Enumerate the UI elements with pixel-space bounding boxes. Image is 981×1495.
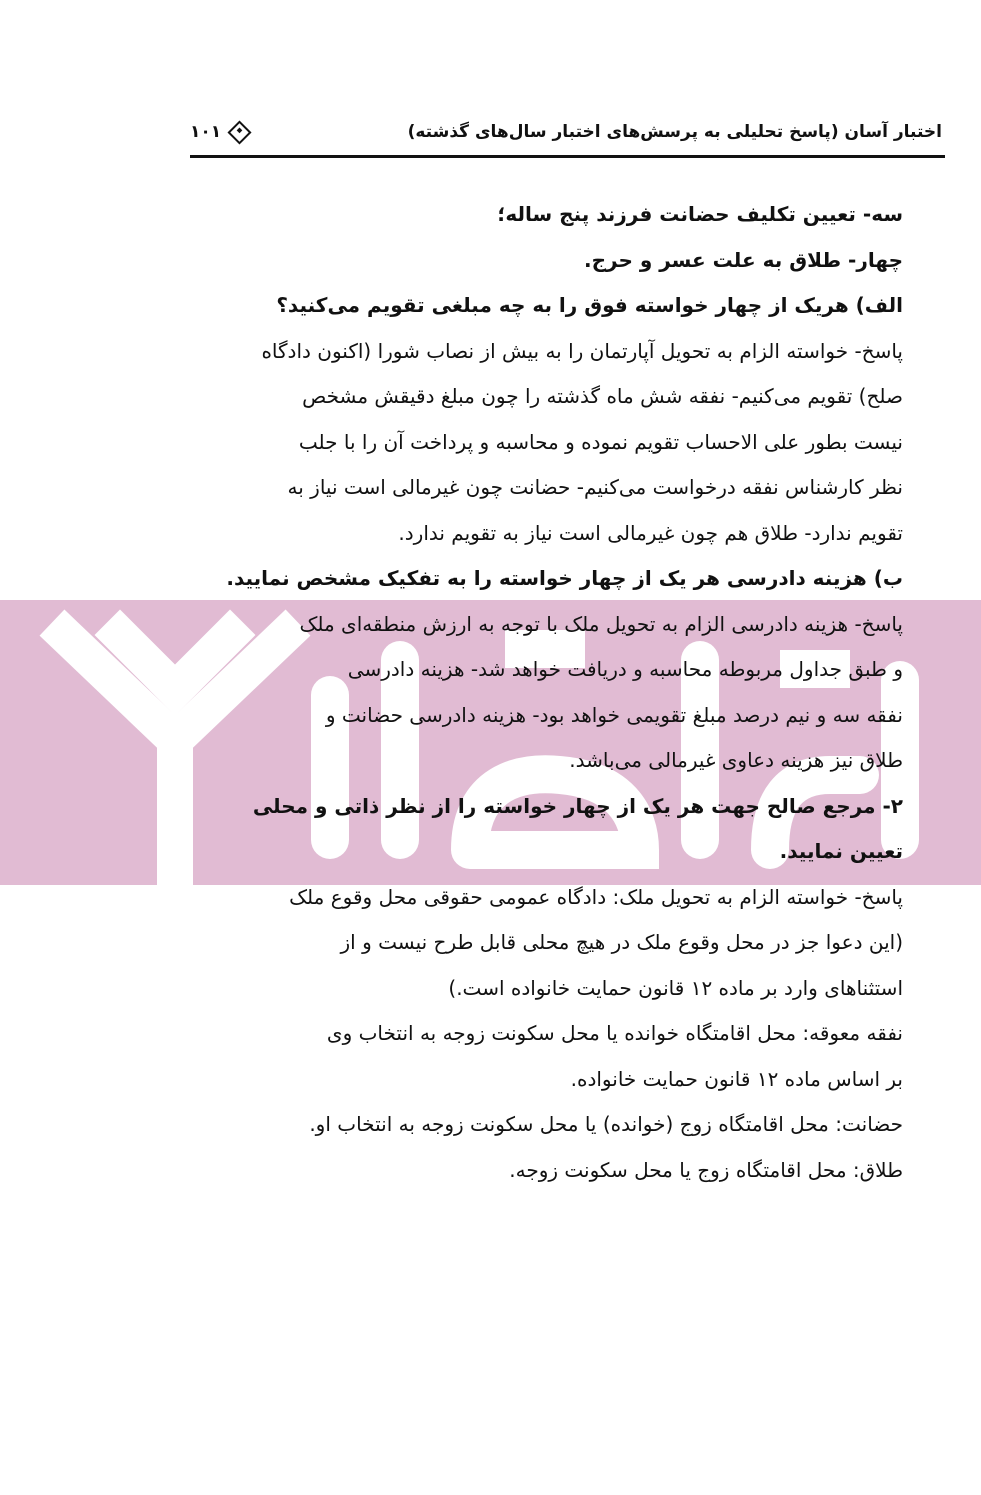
body-line: نیست بطور علی الاحساب تقویم نموده و محاسبه و پرداخت آن را با جلب [298, 429, 903, 454]
question-2-continued: تعیین نمایید. [779, 839, 903, 863]
question-2: ۲- مرجع صالح جهت هر یک از چهار خواسته را از نظر ذاتی و محلی [252, 793, 903, 818]
body-line: بر اساس ماده ۱۲ قانون حمایت خانواده. [570, 1066, 903, 1091]
body-line: طلاق نیز هزینه دعاوی غیرمالی می‌باشد. [569, 748, 903, 772]
running-header [190, 112, 942, 152]
body-line: نفقه سه و نیم درصد مبلغ تقویمی خواهد بود- هزینه دادرسی حضانت و [325, 702, 903, 727]
body-line: پاسخ- خواسته الزام به تحویل ملک: دادگاه عمومی حقوقی محل وقوع ملک [289, 884, 903, 909]
diamond-ornament-icon [228, 120, 252, 144]
body-line: و طبق جداول مربوطه محاسبه و دریافت خواهد شد- هزینه دادرسی [347, 657, 903, 681]
header-page-marker [190, 122, 248, 142]
body-line: سه- تعیین تکلیف حضانت فرزند پنج ساله؛ [497, 202, 903, 226]
body-line: چهار- طلاق به علت عسر و حرج. [583, 247, 903, 272]
body-line: حضانت: محل اقامتگاه زوج (خوانده) یا محل سکونت زوجه به انتخاب او. [309, 1112, 903, 1136]
question-a: الف) هریک از چهار خواسته فوق را به چه مبلغی تقویم می‌کنید؟ [276, 293, 903, 317]
question-b: ب) هزینه دادرسی هر یک از چهار خواسته را به تفکیک مشخص نمایید. [226, 566, 903, 590]
document-body [183, 192, 903, 1193]
body-line: استثناهای وارد بر ماده ۱۲ قانون حمایت خانواده است.) [448, 975, 903, 1000]
page-number: ۱۰۱ [190, 122, 222, 142]
body-line: پاسخ- خواسته الزام به تحویل آپارتمان را به بیش از نصاب شورا (اکنون دادگاه [261, 338, 903, 363]
header-title: اختبار آسان (پاسخ تحلیلی به پرسش‌های اختبار سال‌های گذشته) [407, 122, 942, 142]
body-line: طلاق: محل اقامتگاه زوج یا محل سکونت زوجه. [509, 1157, 903, 1182]
body-line: (این دعوا جز در محل وقوع ملک در هیچ محلی قابل طرح نیست و از [340, 930, 903, 954]
body-line: تقویم ندارد- طلاق هم چون غیرمالی است نیاز به تقویم ندارد. [398, 520, 903, 545]
body-line: صلح) تقویم می‌کنیم- نفقه شش ماه گذشته را چون مبلغ دقیقش مشخص [302, 384, 903, 408]
body-line: پاسخ- هزینه دادرسی الزام به تحویل ملک با توجه به ارزش منطقه‌ای ملک [299, 611, 903, 636]
body-line: نظر کارشناس نفقه درخواست می‌کنیم- حضانت چون غیرمالی است نیاز به [287, 475, 903, 499]
body-line: نفقه معوقه: محل اقامتگاه خوانده یا محل سکونت زوجه به انتخاب وی [326, 1021, 903, 1045]
header-rule [190, 155, 945, 158]
